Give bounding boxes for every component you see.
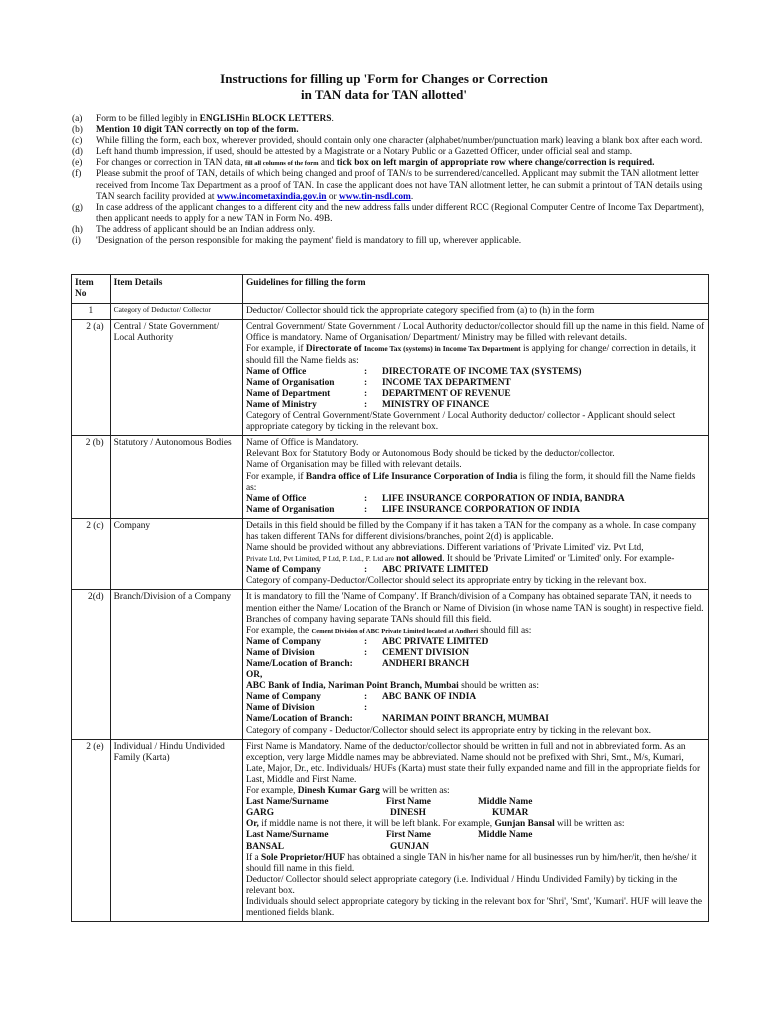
table-row: 2(d) Branch/Division of a Company It is mandatory to fill the 'Name of Company'. If Branch/division of a Company has obtained separate TAN, it needs to mention either the Name/ Location of the Branch or Name of Division (in whose name TAN is sought) in respective field. Branches of company having separate TANs should fill this field. For example, the Cement Division of ABC Private Limited located at Andheri should fill as: Name of Company : ABC PRIVATE LIMITED Name of Division : CEMENT DIVISION Name/Location of Branch: ANDHERI BRANCH OR, ABC Bank of India, Nariman Point Branch, Mumbai should be written as: Name of Company : ABC BANK OF INDIA Name of Division : Name/Location of Branch: NARIMAN POINT BRANCH, MUMBAI Category of company - Deductor/Collector should select its appropriate entry by ticking in the relevant box. xyxy=(72,590,709,739)
table-header-row xyxy=(72,275,709,304)
title-line-2: in TAN data for TAN allotted' xyxy=(300,86,467,102)
header-item-details: Item Details xyxy=(110,275,242,304)
incometaxindia-link[interactable]: www.incometaxindia.gov.in xyxy=(216,191,327,202)
table-row: 2 (a) Central / State Government/ Local Authority Central Government/ State Government / Local Authority deductor/collector should fill up the name in this field. Name of Office is mandatory. Name of Organisation/ Department/ Ministry may be filled with relevant details. For example, if Directorate of Income Tax (systems) in Income Tax Department is applying for change/ correction in details, it should fill the Name fields as: Name of Office : DIRECTORATE OF INCOME TAX (SYSTEMS) Name of Organisation : INCOME TAX DEPARTMENT Name of Department : DEPARTMENT OF REVENUE Name of Ministry : MINISTRY OF FINANCE Category of Central Government/State Government / Local Authority deductor/ collector - Applicant should select appropriate category by ticking in the relevant box. xyxy=(72,320,709,436)
instruction-b: (b) Mention 10 digit TAN correctly on top of the form. xyxy=(72,125,299,136)
instruction-i: (i) 'Designation of the person responsible for making the payment' field is mandatory to fill up, wherever applicable. xyxy=(72,236,522,247)
instruction-e: (e) For changes or correction in TAN data, fill all columns of the form and tick box on left margin of appropriate row where change/correction is required. xyxy=(72,158,655,169)
table-row: 2 (e) Individual / Hindu Undivided Family (Karta) First Name is Mandatory. Name of the deductor/collector should be written in full and not in abbreviated form. As an exception, very large Middle names may be abbreviated. Name should not be prefixed with Shri, Smt., M/s, Kumari, Late, Major, Dr., etc. Individuals/ HUFs (Karta) must state their fully expanded name and fill in the appropriate fields for Last, Middle and First Name. For example, Dinesh Kumar Garg will be written as: Last Name/Surname First Name Middle Name GARG DINESH KUMAR Or, if middle name is not there, it will be left blank. For example, Gunjan Bansal will be written as: Last Name/Surname First Name Middle Name BANSAL GUNJAN If a Sole Proprietor/HUF has obtained a single TAN in his/her name for all businesses run by him/her/it, then he/she/ it should fill name in this field. Deductor/ Collector should select appropriate category (i.e. Individual / Hindu Undivided Family) by ticking in the relevant box. Individuals should select appropriate category by ticking in the relevant box for 'Shri', 'Smt', 'Kumari'. HUF will leave the mentioned fields blank. xyxy=(72,739,709,922)
tin-nsdl-link[interactable]: www.tin-nsdl.com xyxy=(338,191,411,202)
instruction-h: (h) The address of applicant should be an Indian address only. xyxy=(72,224,316,235)
table-row: 2 (c) Company Details in this field should be filled by the Company if it has taken a TAN for the company as a whole. In case company has taken different TANs for different divisions/branches, point 2(d) is applicable. Name should be provided without any abbreviations. Different variations of 'Private Limited' viz. Pvt Ltd, Private Ltd, Pvt Limited, P Ltd, P. Ltd., P. Ltd are not allowed. It should be 'Private Limited' or 'Limited' only. For example- Name of Company : ABC PRIVATE LIMITED Category of company-Deductor/Collector should select its appropriate entry by ticking in the relevant box. xyxy=(72,518,709,590)
header-item-no: Item No xyxy=(72,275,111,304)
table-row: 2 (b) Statutory / Autonomous Bodies Name of Office is Mandatory. Relevant Box for Statutory Body or Autonomous Body should be ticked by the deductor/collector. Name of Organisation may be filled with relevant details. For example, if Bandra office of Life Insurance Corporation of India is filing the form, it should fill the Name fields as: Name of Office : LIFE INSURANCE CORPORATION OF INDIA, BANDRA Name of Organisation : LIFE INSURANCE CORPORATION OF INDIA xyxy=(72,436,709,519)
instruction-g: (g) In case address of the applicant changes to a different city and the new address falls under different RCC (Regional Computer Centre of Income Tax Department), then applicant needs to apply for a new TAN in Form No. 49B. xyxy=(72,202,704,224)
instructions-list xyxy=(72,114,722,247)
guidelines-table xyxy=(71,274,709,922)
instruction-d: (d) Left hand thumb impression, if used, should be attested by a Magistrate or a Notary Public or a Gazetted Officer, under official seal and stamp. xyxy=(72,147,633,158)
header-guidelines: Guidelines for filling the form xyxy=(242,275,708,304)
title-line-1: Instructions for filling up 'Form for Changes or Correction xyxy=(220,71,548,86)
instruction-f: (f) Please submit the proof of TAN, details of which being changed and proof of TAN/s to be surrendered/cancelled. Applicant may submit the TAN allotment letter received from Income Tax Department as a proof of TAN. In case the applicant does not have TAN allotment letter, he can submit a printout of TAN details using TAN search facility provided at www.incometaxindia.gov.in or www.tin-nsdl.com. xyxy=(72,169,703,202)
page-title xyxy=(0,71,768,103)
instruction-a: (a) Form to be filled legibly in ENGLISHin BLOCK LETTERS. xyxy=(72,114,334,124)
table-row: 1 Category of Deductor/ Collector Deductor/ Collector should tick the appropriate category specified from (a) to (h) in the form xyxy=(72,304,709,320)
instruction-c: (c) While filling the form, each box, wherever provided, should contain only one character (alphabet/number/punctuation mark) leaving a blank box after each word. xyxy=(72,136,703,147)
